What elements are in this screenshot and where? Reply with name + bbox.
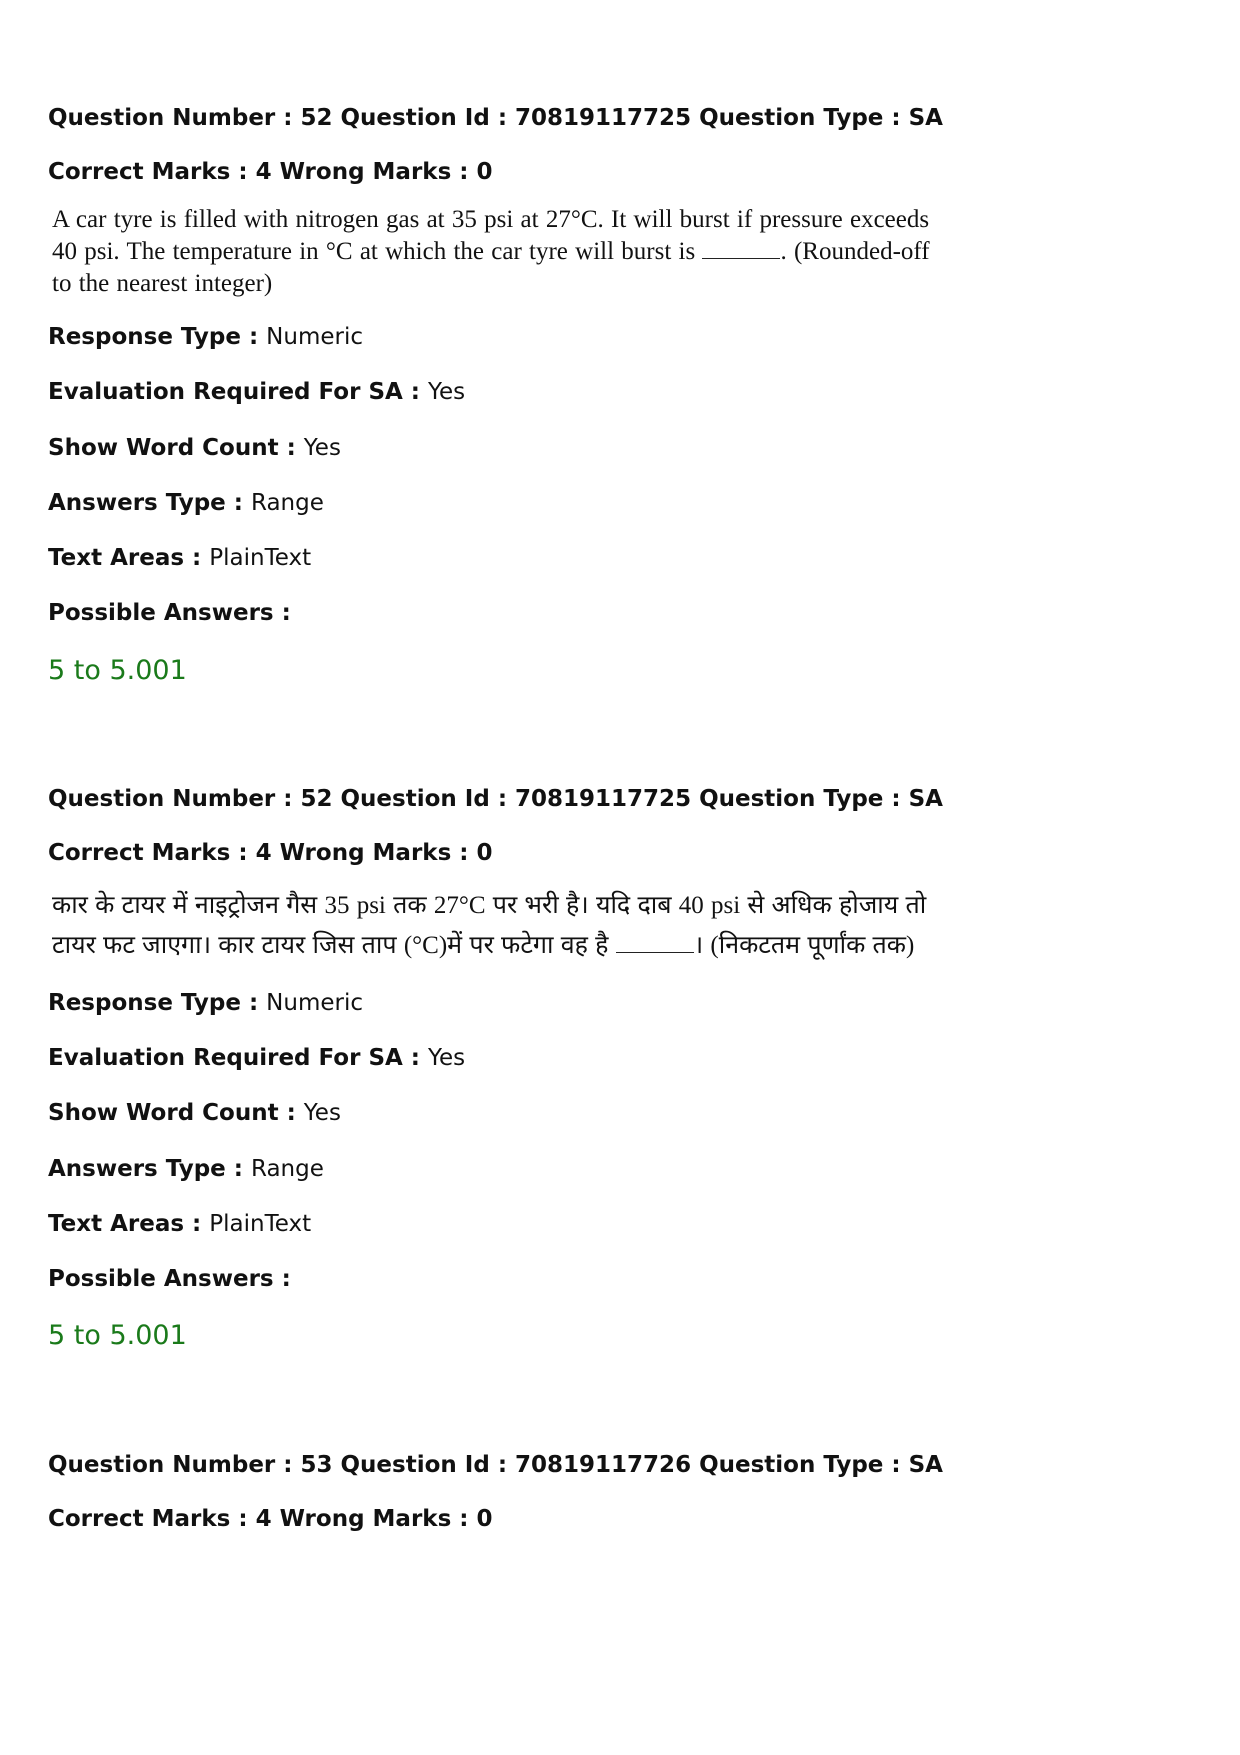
correct-marks: 4: [255, 159, 272, 185]
show-word-count: Yes: [303, 1100, 341, 1126]
wrong-marks: 0: [476, 1506, 493, 1532]
question-type: SA: [908, 105, 943, 131]
correct-marks: 4: [255, 1506, 272, 1532]
answers-type-line: Answers Type : Range: [48, 1156, 324, 1182]
question-text: A car tyre is filled with nitrogen gas at 35 psi at 27°C. It will burst if pressure exceeds 40 psi. The temperature in °C at which the car tyre will burst is . (Rounded-off to the nearest integer): [52, 206, 930, 297]
evaluation-required: Yes: [428, 1045, 466, 1071]
text-areas-line: Text Areas : PlainText: [48, 545, 312, 571]
question-id: 70819117726: [515, 1452, 692, 1478]
possible-answer: 5 to 5.001: [48, 1320, 187, 1351]
word-count-line: Show Word Count : Yes: [48, 1100, 341, 1126]
response-type-line: Response Type : Numeric: [48, 990, 364, 1016]
evaluation-line: Evaluation Required For SA : Yes: [48, 379, 466, 405]
question-header: Question Number : 53 Question Id : 70819117726 Question Type : SA: [48, 1452, 943, 1478]
question-type: SA: [908, 786, 943, 812]
marks-line: Correct Marks : 4 Wrong Marks : 0: [48, 159, 493, 185]
response-type: Numeric: [266, 324, 364, 350]
correct-marks: 4: [255, 840, 272, 866]
marks-line: Correct Marks : 4 Wrong Marks : 0: [48, 1506, 493, 1532]
answer-blank: [616, 934, 694, 953]
question-header: Question Number : 52 Question Id : 70819117725 Question Type : SA: [48, 105, 943, 131]
text-areas: PlainText: [209, 545, 312, 571]
marks-line: Correct Marks : 4 Wrong Marks : 0: [48, 840, 493, 866]
question-number: 53: [300, 1452, 333, 1478]
possible-answers-label: Possible Answers :: [48, 600, 291, 626]
answers-type: Range: [250, 490, 324, 516]
wrong-marks: 0: [476, 840, 493, 866]
text-areas: PlainText: [209, 1211, 312, 1237]
question-type: SA: [908, 1452, 943, 1478]
response-type: Numeric: [266, 990, 364, 1016]
answers-type-line: Answers Type : Range: [48, 490, 324, 516]
question-id: 70819117725: [515, 786, 692, 812]
text-areas-line: Text Areas : PlainText: [48, 1211, 312, 1237]
response-type-line: Response Type : Numeric: [48, 324, 364, 350]
evaluation-line: Evaluation Required For SA : Yes: [48, 1045, 466, 1071]
question-header: Question Number : 52 Question Id : 70819117725 Question Type : SA: [48, 786, 943, 812]
answers-type: Range: [250, 1156, 324, 1182]
possible-answer: 5 to 5.001: [48, 655, 187, 686]
answer-blank: [702, 240, 780, 259]
wrong-marks: 0: [476, 159, 493, 185]
evaluation-required: Yes: [428, 379, 466, 405]
question-text: कार के टायर में नाइट्रोजन गैस 35 psi तक 27°C पर भरी है। यदि दाब 40 psi से अधिक होजाय तो टायर फट जाएगा। कार टायर जिस ताप (°C)में पर फटेगा वह है । (निकटतम पूर्णांक तक): [52, 892, 927, 959]
possible-answers-label: Possible Answers :: [48, 1266, 291, 1292]
show-word-count: Yes: [303, 435, 341, 461]
word-count-line: Show Word Count : Yes: [48, 435, 341, 461]
question-number: 52: [300, 786, 333, 812]
question-number: 52: [300, 105, 333, 131]
question-id: 70819117725: [515, 105, 692, 131]
